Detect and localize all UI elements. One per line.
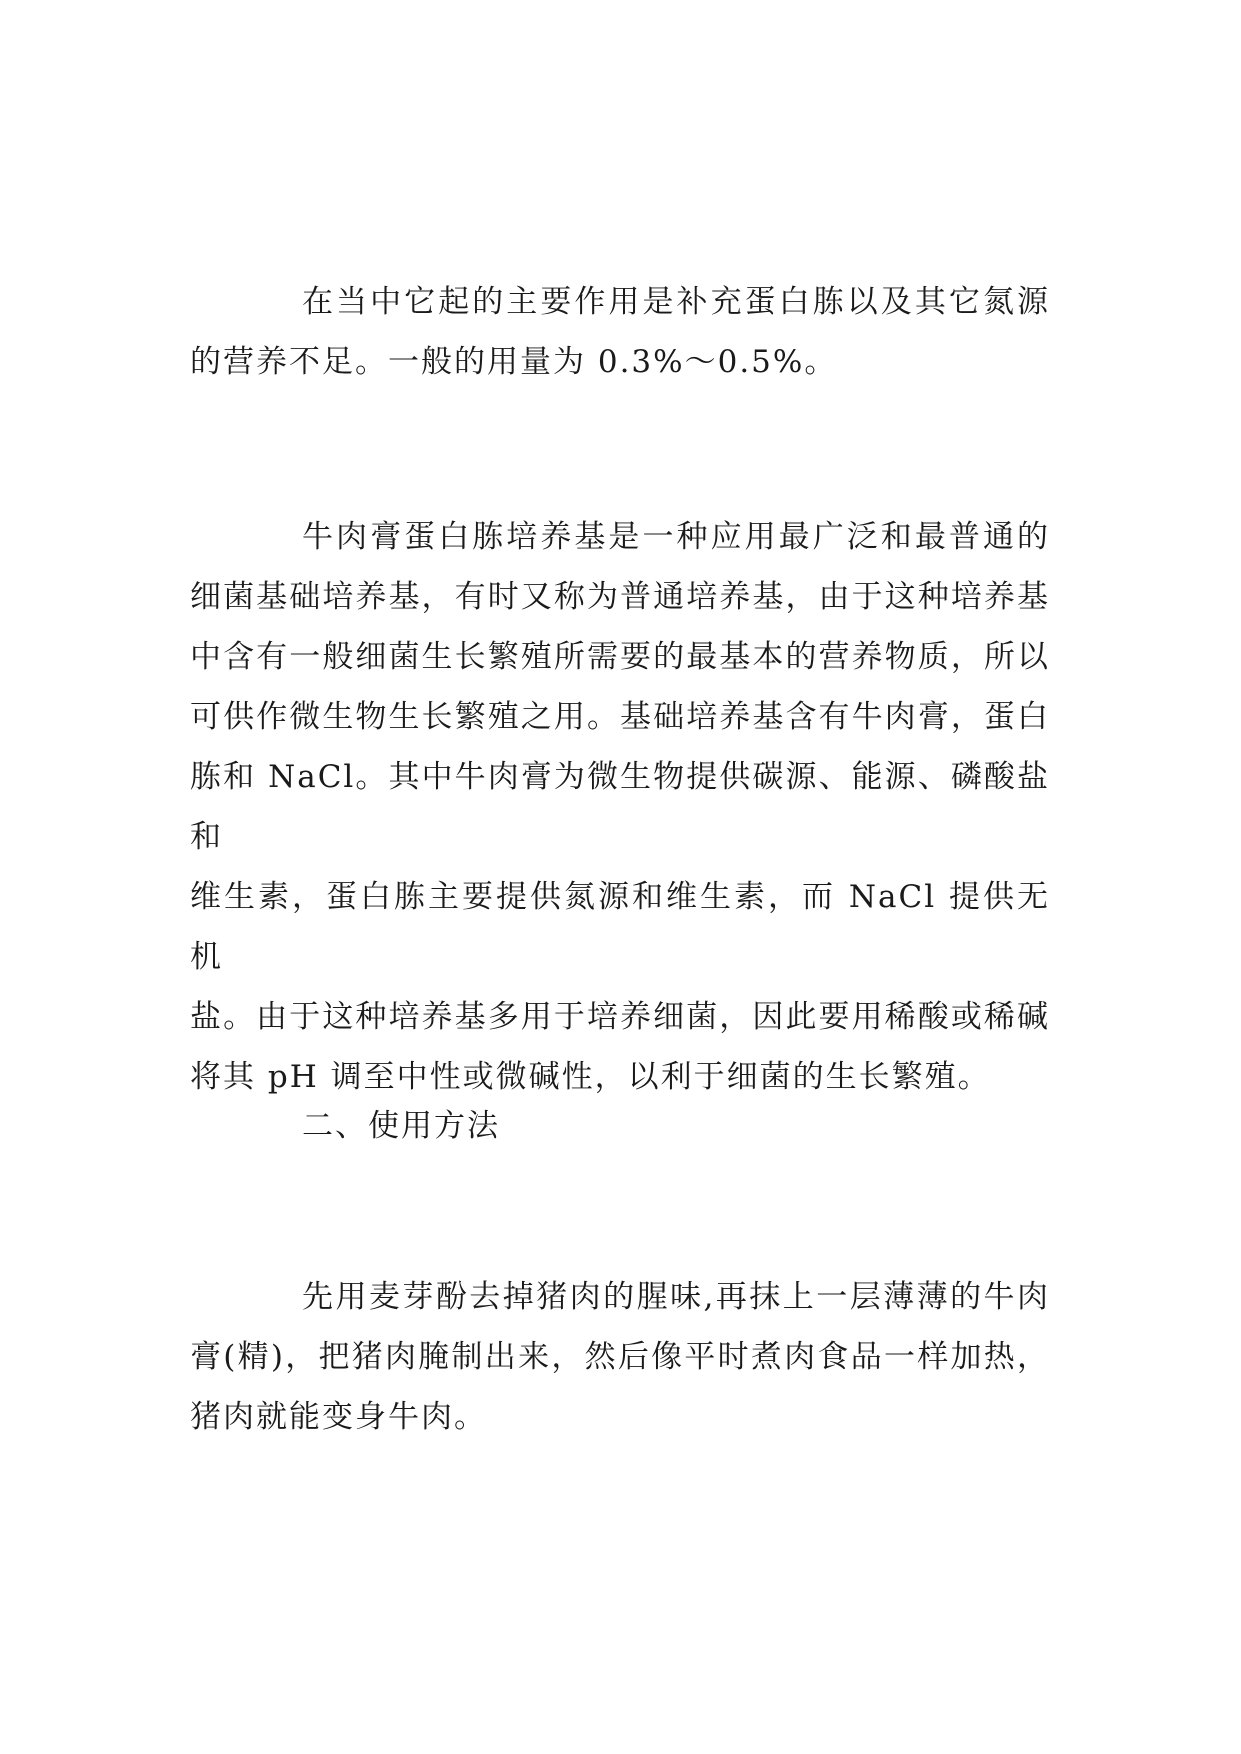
paragraph-line: 盐。由于这种培养基多用于培养细菌，因此要用稀酸或稀碱 <box>190 999 1050 1035</box>
paragraph-line: 胨和 NaCl。其中牛肉膏为微生物提供碳源、能源、磷酸盐和 <box>190 759 1050 855</box>
paragraph-line: 的营养不足。一般的用量为 0.3%～0.5%。 <box>190 344 838 380</box>
paragraph-medium-description <box>190 507 1050 1107</box>
paragraph-line: 将其 pH 调至中性或微碱性，以利于细菌的生长繁殖。 <box>190 1059 991 1095</box>
paragraph-usage-method <box>190 1267 1050 1447</box>
paragraph-line: 细菌基础培养基，有时又称为普通培养基，由于这种培养基 <box>190 579 1050 615</box>
heading-text: 二、使用方法 <box>302 1108 500 1144</box>
section-heading <box>190 1096 1050 1156</box>
paragraph-line: 中含有一般细菌生长繁殖所需要的最基本的营养物质，所以 <box>190 639 1050 675</box>
paragraph-line: 牛肉膏蛋白胨培养基是一种应用最广泛和最普通的 <box>302 519 1050 555</box>
paragraph-line: 膏(精)，把猪肉腌制出来，然后像平时煮肉食品一样加热， <box>190 1339 1050 1375</box>
paragraph-line: 猪肉就能变身牛肉。 <box>190 1399 487 1435</box>
paragraph-line: 先用麦芽酚去掉猪肉的腥味,再抹上一层薄薄的牛肉 <box>302 1279 1050 1315</box>
paragraph-usage-role <box>190 272 1050 392</box>
paragraph-line: 可供作微生物生长繁殖之用。基础培养基含有牛肉膏，蛋白 <box>190 699 1050 735</box>
paragraph-line: 维生素，蛋白胨主要提供氮源和维生素，而 NaCl 提供无机 <box>190 879 1050 975</box>
paragraph-line: 在当中它起的主要作用是补充蛋白胨以及其它氮源 <box>302 284 1050 320</box>
